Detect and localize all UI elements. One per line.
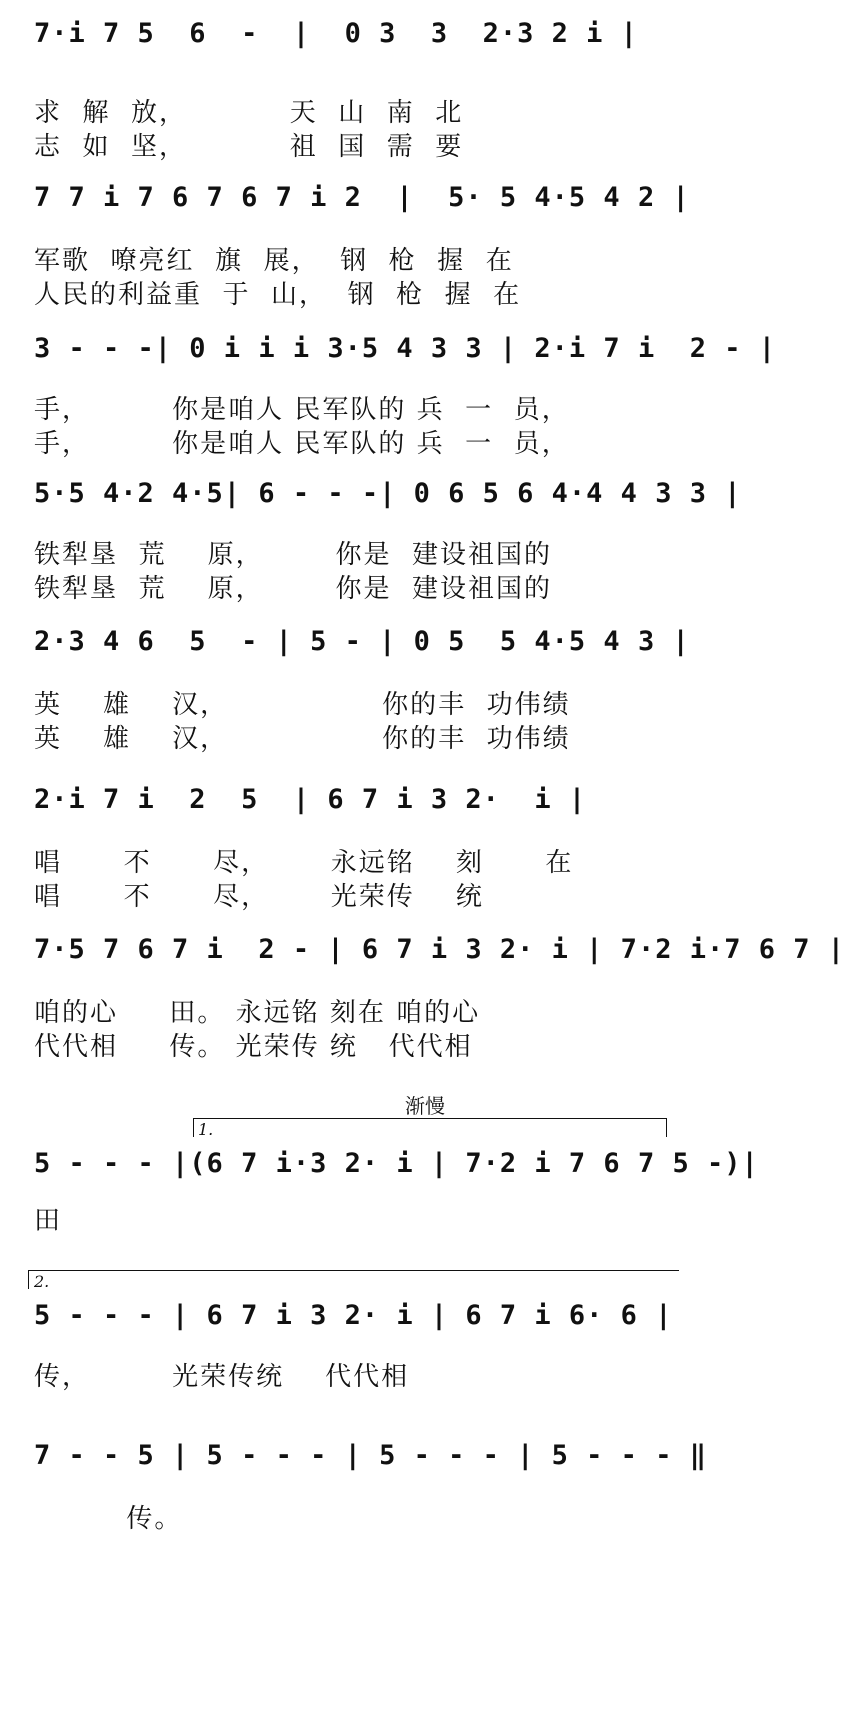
volta-bracket-2 xyxy=(28,1270,679,1289)
lyric-verse-2: 代代相 传。 光荣传 统 代代相 xyxy=(34,1032,473,1062)
lyric-verse-1: 咱的心 田。 永远铭 刻在 咱的心 xyxy=(34,998,481,1028)
notation-line: 2·i 7 i 2 5 | 6 7 i 3 2· i | xyxy=(34,784,587,815)
notation-line: 7·5 7 6 7 i 2 - | 6 7 i 3 2· i | 7·2 i·7 6 7 | xyxy=(34,934,845,965)
notation-line: 7·i 7 5 6 - | 0 3 3 2·3 2 i | xyxy=(34,18,638,49)
notation-line: 5 - - - |(6 7 i·3 2· i | 7·2 i 7 6 7 5 -)| xyxy=(34,1148,759,1179)
lyric-verse-1: 唱 不 尽， 永远铭 刻 在 xyxy=(34,848,574,878)
notation-line: 2·3 4 6 5 - | 5 - | 0 5 5 4·5 4 3 | xyxy=(34,626,690,657)
lyric-verse-2: 志 如 坚， 祖 国 需 要 xyxy=(34,132,464,162)
volta-label-2: 2. xyxy=(34,1272,50,1291)
notation-line: 5 - - - | 6 7 i 3 2· i | 6 7 i 6· 6 | xyxy=(34,1300,673,1331)
lyric-verse-1: 军歌 嘹亮红 旗 展， 钢 枪 握 在 xyxy=(34,246,514,276)
notation-line: 7 7 i 7 6 7 6 7 i 2 | 5· 5 4·5 4 2 | xyxy=(34,182,690,213)
lyric-verse-2: 手， 你是咱人 民军队的 兵 一 员， xyxy=(34,429,570,459)
lyric-verse-2: 唱 不 尽， 光荣传 统 xyxy=(34,882,484,912)
lyric-verse-1: 传， 光荣传统 代代相 xyxy=(34,1362,410,1392)
lyric-verse-1: 铁犁垦 荒 原， 你是 建设祖国的 xyxy=(34,540,552,570)
volta-label-1: 1. xyxy=(198,1120,214,1139)
tempo-marking: 渐慢 xyxy=(405,1094,445,1118)
lyric-verse-2: 人民的利益重 于 山， 钢 枪 握 在 xyxy=(34,280,522,310)
notation-line: 7 - - 5 | 5 - - - | 5 - - - | 5 - - - ‖ xyxy=(34,1440,707,1471)
lyric-verse-2: 铁犁垦 荒 原， 你是 建设祖国的 xyxy=(34,574,552,604)
volta-bracket-1 xyxy=(193,1118,667,1137)
lyric-verse-1: 求 解 放， 天 山 南 北 xyxy=(34,98,464,128)
notation-line: 3 - - -| 0 i i i 3·5 4 3 3 | 2·i 7 i 2 - | xyxy=(34,333,776,364)
lyric-verse-1: 田 xyxy=(34,1206,63,1236)
lyric-verse-2: 英 雄 汉， 你的丰 功伟绩 xyxy=(34,724,571,754)
lyric-verse-1: 英 雄 汉， 你的丰 功伟绩 xyxy=(34,690,571,720)
notation-line: 5·5 4·2 4·5| 6 - - -| 0 6 5 6 4·4 4 3 3 | xyxy=(34,478,742,509)
lyric-verse-1: 传。 xyxy=(34,1504,183,1534)
lyric-verse-1: 手， 你是咱人 民军队的 兵 一 员， xyxy=(34,395,570,425)
